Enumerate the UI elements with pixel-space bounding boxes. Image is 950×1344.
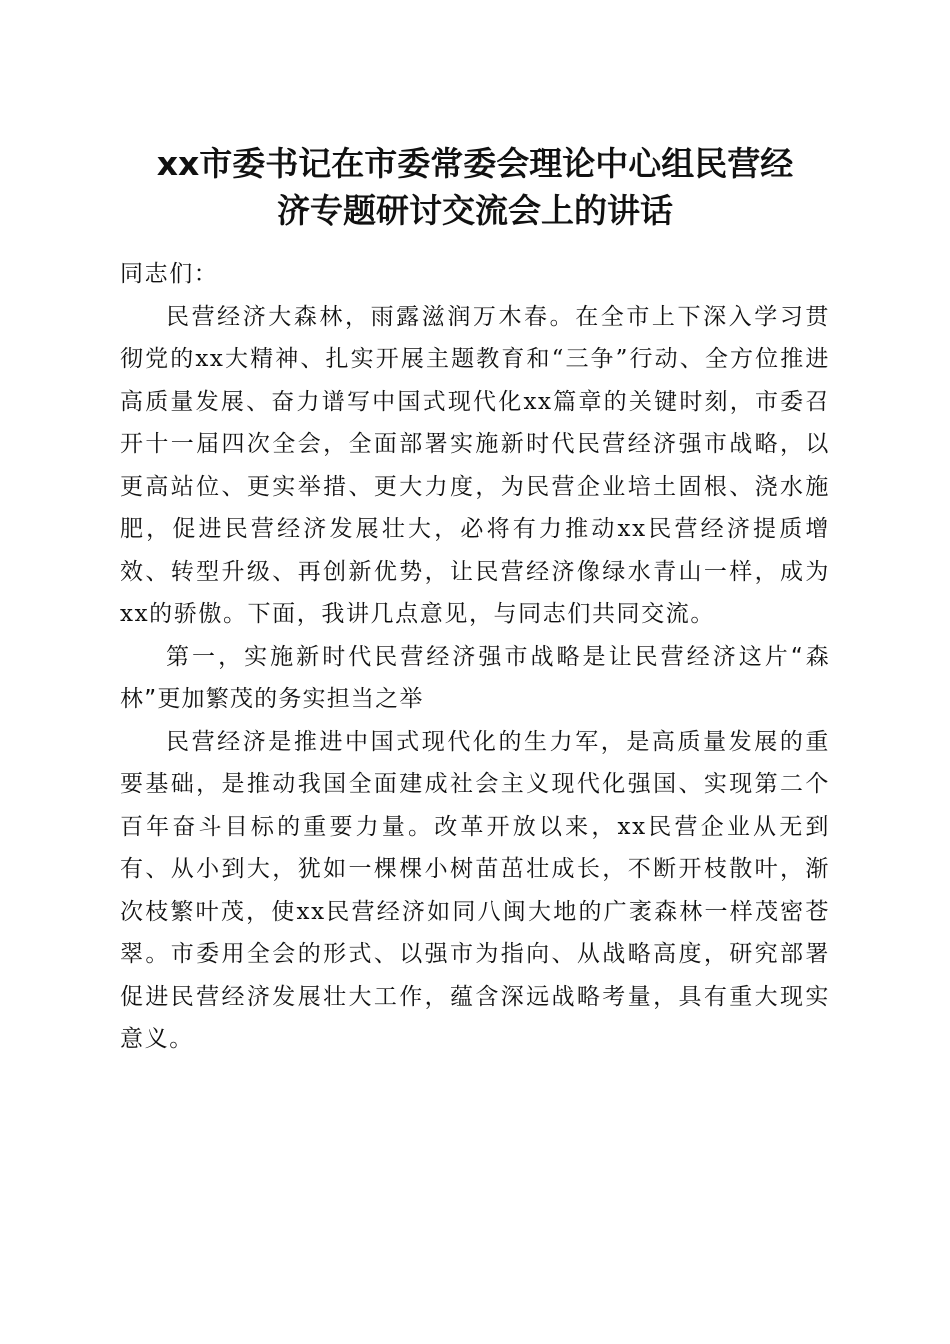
section-heading-1: 第一，实施新时代民营经济强市战略是让民营经济这片“森林”更加繁茂的务实担当之举 <box>120 643 830 712</box>
paragraph-section-1: 民营经济是推进中国式现代化的生力军，是高质量发展的重要基础，是推动我国全面建成社会主义现代化强国、实现第二个百年奋斗目标的重要力量。改革开放以来，xx民营企业从无到有、从小到大，犹如一棵棵小树苗茁壮成长，不断开枝散叶，渐次枝繁叶茂，使xx民营经济如同八闽大地的广袤森林一样茂密苍翠。市委用全会的形式、以强市为指向、从战略高度，研究部署促进民营经济发展壮大工作，蕴含深远战略考量，具有重大现实意义。 <box>120 728 830 1052</box>
title-line-1: xx市委书记在市委常委会理论中心组民营经 <box>156 144 794 183</box>
paragraph-intro: 民营经济大森林，雨露滋润万木春。在全市上下深入学习贯彻党的xx大精神、扎实开展主题教育和“三争”行动、全方位推进高质量发展、奋力谱写中国式现代化xx篇章的关键时刻，市委召开十一届四次全会，全面部署实施新时代民营经济强市战略，以更高站位、更实举措、更大力度，为民营企业培土固根、浇水施肥，促进民营经济发展壮大，必将有力推动xx民营经济提质增效、转型升级、再创新优势，让民营经济像绿水青山一样，成为xx的骄傲。下面，我讲几点意见，与同志们共同交流。 <box>120 303 830 627</box>
title-line-2: 济专题研讨交流会上的讲话 <box>277 191 673 230</box>
document-title <box>120 140 830 234</box>
salutation: 同志们： <box>120 261 219 287</box>
document-body <box>120 253 830 1061</box>
